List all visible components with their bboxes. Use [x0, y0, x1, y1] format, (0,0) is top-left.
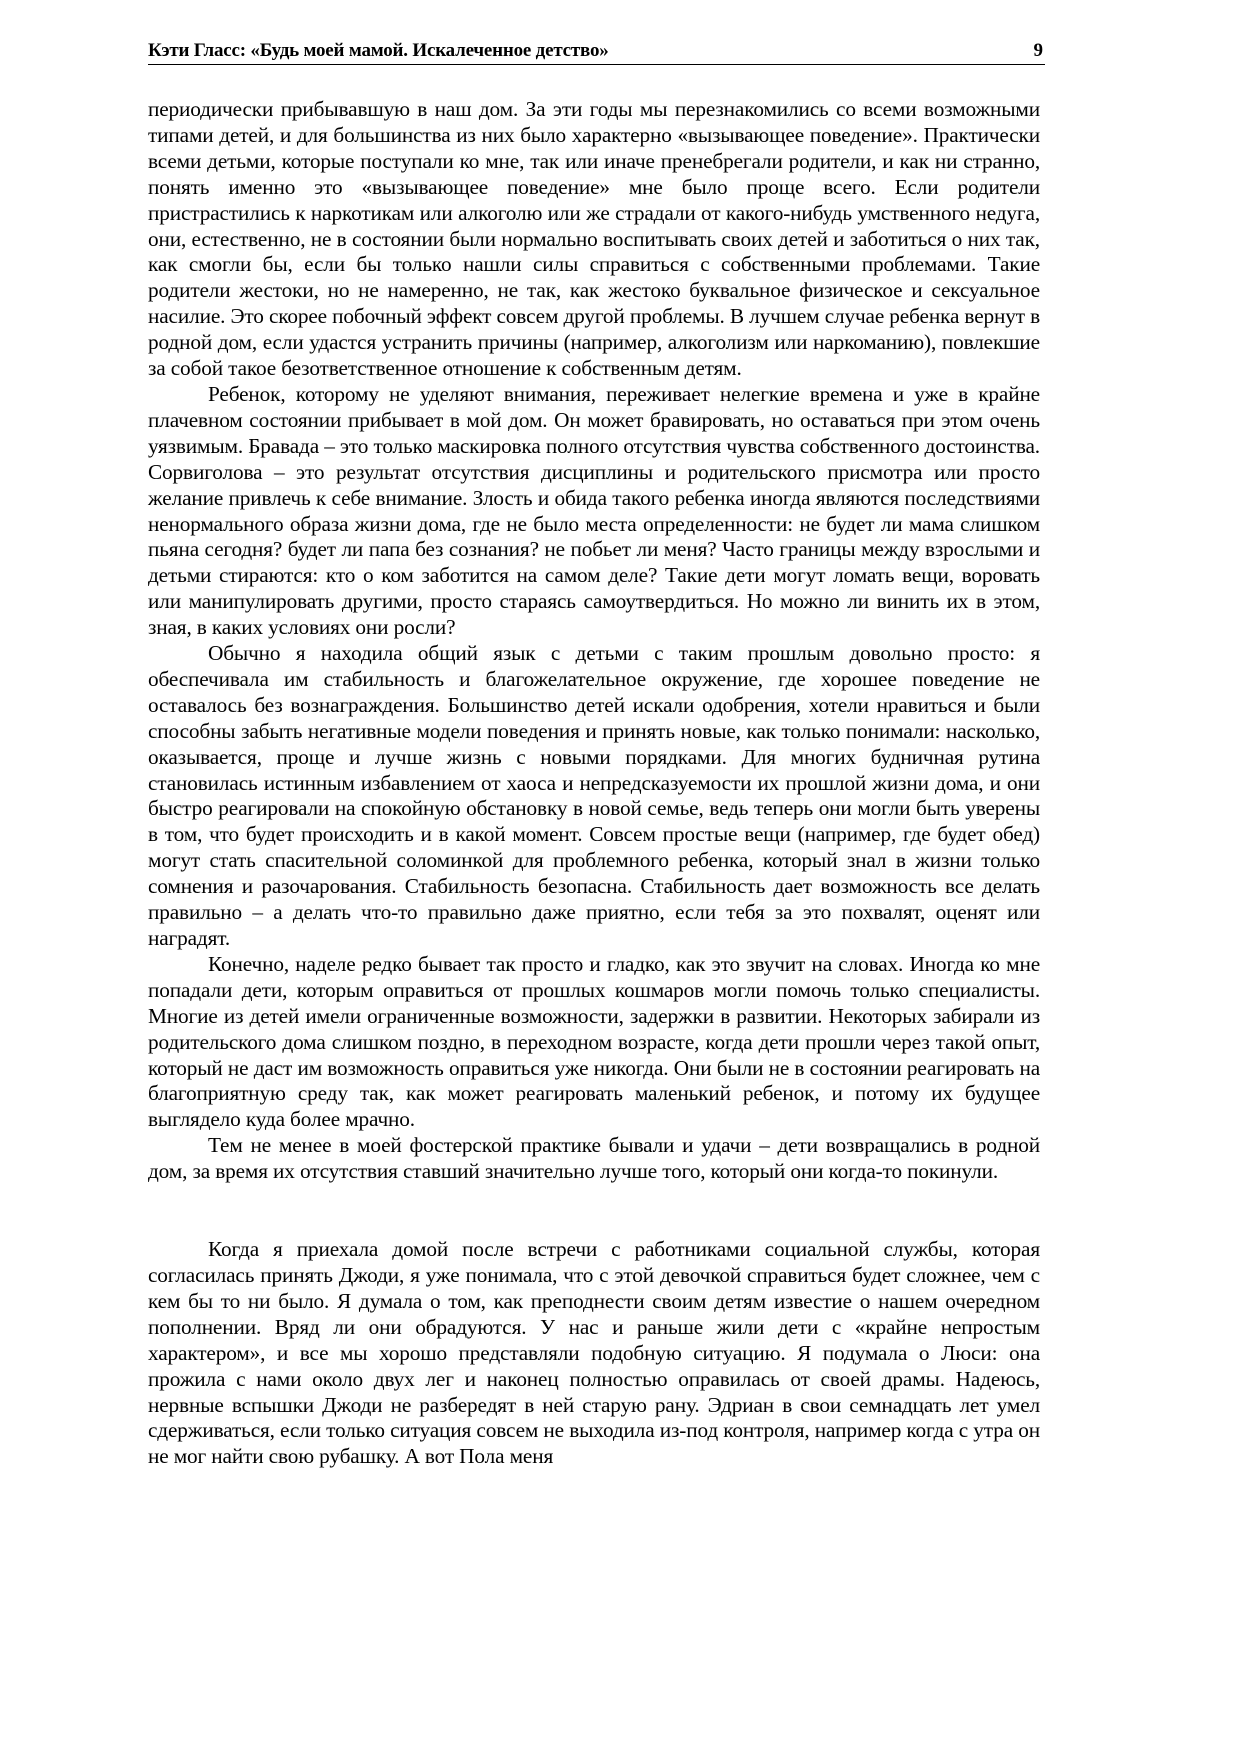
paragraph-2: Ребенок, которому не уделяют внимания, переживает нелегкие времена и уже в крайне плачевном состоянии прибывает в мой дом. Он может бравировать, но оставаться при этом очень уязвимым. Бравада – это только маскировка полного отсутствия чувства собственного достоинства. Сорвиголова – это результат отсутствия дисциплины и родительского присмотра или просто желание привлечь к себе внимание. Злость и обида такого ребенка иногда являются последствиями ненормального образа жизни дома, где не было места определенности: не будет ли мама слишком пьяна сегодня? будет ли папа без сознания? не побьет ли меня? Часто границы между взрослыми и детьми стираются: кто о ком заботится на самом деле? Такие дети могут ломать вещи, воровать или манипулировать другими, просто стараясь самоутвердиться. Но можно ли винить их в этом, зная, в каких условиях они росли?: [148, 381, 1040, 640]
paragraph-6: Когда я приехала домой после встречи с работниками социальной службы, которая согласилась принять Джоди, я уже понимала, что с этой девочкой справиться будет сложнее, чем с кем бы то ни было. Я думала о том, как преподнести своим детям известие о нашем очередном пополнении. Вряд ли они обрадуются. У нас и раньше жили дети с «крайне непростым характером», и все мы хорошо представляли подобную ситуацию. Я подумала о Люси: она прожила с нами около двух лег и наконец полностью оправилась от своей драмы. Надеюсь, нервные вспышки Джоди не разбередят в ней старую рану. Эдриан в свои семнадцать лет умел сдерживаться, если только ситуация совсем не выходила из-под контроля, например когда с утра он не мог найти свою рубашку. А вот Пола меня: [148, 1237, 1040, 1469]
paragraph-3: Обычно я находила общий язык с детьми с таким прошлым довольно просто: я обеспечивала им стабильность и благожелательное окружение, где хорошее поведение не оставалось без вознаграждения. Большинство детей искали одобрения, хотели нравиться и были способны забыть негативные модели поведения и принять новые, как только понимали: насколько, оказывается, проще и лучше жизнь с новыми порядками. Для многих будничная рутина становилась истинным избавлением от хаоса и непредсказуемости их прошлой жизни дома, и они быстро реагировали на спокойную обстановку в новой семье, ведь теперь они могли быть уверены в том, что будет происходить и в какой момент. Совсем простые вещи (например, где будет обед) могут стать спасительной соломинкой для проблемного ребенка, который знал в жизни только сомнения и разочарования. Стабильность безопасна. Стабильность дает возможность все делать правильно – а делать что-то правильно даже приятно, если тебя за это похвалят, оценят или наградят.: [148, 641, 1040, 950]
paragraph-1: периодически прибывавшую в наш дом. За эти годы мы перезнакомились со всеми возможными типами детей, и для большинства из них было характерно «вызывающее поведение». Практически всеми детьми, которые поступали ко мне, так или иначе пренебрегали родители, и как ни странно, понять именно это «вызывающее поведение» мне было проще всего. Если родители пристрастились к наркотикам или алкоголю или же страдали от какого-нибудь умственного недуга, они, естественно, не в состоянии были нормально воспитывать своих детей и заботиться о них так, как смогли бы, если бы только нашли силы справиться с собственными проблемами. Такие родители жестоки, но не намеренно, не так, как жестоко буквальное физическое и сексуальное насилие. Это скорее побочный эффект совсем другой проблемы. В лучшем случае ребенка вернут в родной дом, если удастся устранить причины (например, алкоголизм или наркоманию), повлекшие за собой такое безответственное отношение к собственным детям.: [148, 97, 1040, 381]
paragraph-4: Конечно, наделе редко бывает так просто и гладко, как это звучит на словах. Иногда ко мне попадали дети, которым оправиться от прошлых кошмаров могли помочь только специалисты. Многие из детей имели ограниченные возможности, задержки в развитии. Некоторых забирали из родительского дома слишком поздно, в переходном возрасте, когда дети прошли через такой опыт, который не даст им возможность оправиться уже никогда. Они были не в состоянии реагировать на благоприятную среду так, как может реагировать маленький ребенок, и потому их будущее выглядело куда более мрачно.: [148, 951, 1040, 1132]
header-book-title: Кэти Гласс: «Будь моей мамой. Искалеченное детство»: [148, 40, 609, 61]
section-break: [148, 1185, 1040, 1237]
page-body: [148, 97, 1040, 1470]
running-header: [148, 36, 1045, 65]
page-number: 9: [1033, 40, 1043, 61]
paragraph-5: Тем не менее в моей фостерской практике бывали и удачи – дети возвращались в родной дом, за время их отсутствия ставший значительно лучше того, который они когда-то покинули.: [148, 1133, 1040, 1184]
